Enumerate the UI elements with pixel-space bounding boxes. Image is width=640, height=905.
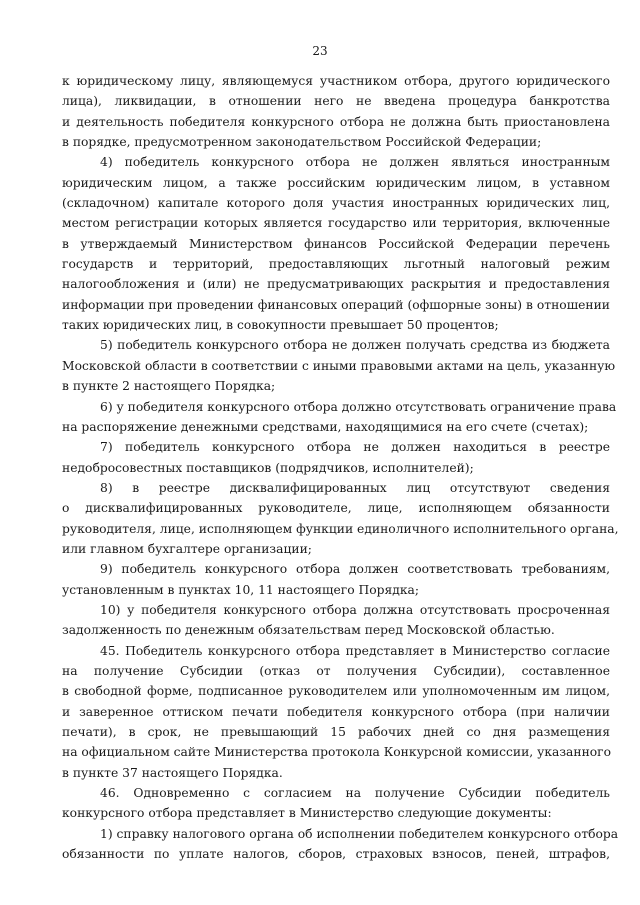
text-line: в порядке, предусмотренном законодательством Российской Федерации; [62, 135, 542, 150]
text-line: Московской области в соответствии с иными правовыми актами на цель, указанную [62, 358, 616, 373]
text-line: на получение Субсидии (отказ от получения Субсидии), составленное [62, 663, 610, 678]
text-line: руководителя, лице, исполняющем функции единоличного исполнительного органа, [62, 521, 619, 536]
text-line: или главном бухгалтере организации; [62, 541, 312, 556]
text-line: 10) у победителя конкурсного отбора должна отсутствовать просроченная [100, 602, 610, 617]
text-line: недобросовестных поставщиков (подрядчиков, исполнителей); [62, 460, 474, 475]
text-line: местом регистрации которых является государство или территория, включенные [62, 216, 610, 231]
text-line: печати), в срок, не превышающий 15 рабочих дней со дня размещения [62, 725, 610, 739]
text-line: 6) у победителя конкурсного отбора должно отсутствовать ограничение права [100, 399, 617, 414]
text-line: на распоряжение денежными средствами, находящимися на его счете (счетах); [62, 419, 589, 434]
paragraph-item-7 [62, 437, 610, 478]
text-line: в свободной форме, подписанное руководителем или уполномоченным им лицом, [62, 684, 610, 699]
text-line: 1) справку налогового органа об исполнении победителем конкурсного отбора [100, 826, 619, 841]
paragraph-item-10 [62, 600, 610, 641]
paragraph-clause-45 [62, 641, 610, 783]
text-line: на официальном сайте Министерства протокола Конкурсной комиссии, указанного [62, 745, 612, 760]
text-line: о дисквалифицированных руководителе, лице, исполняющем обязанности [62, 501, 610, 516]
paragraph-item-4 [62, 152, 610, 335]
text-line: лица), ликвидации, в отношении него не введена процедура банкротства [62, 94, 610, 109]
text-line: к юридическому лицу, являющемуся участником отбора, другого юридического [62, 74, 610, 88]
text-line: 9) победитель конкурсного отбора должен соответствовать требованиям, [100, 562, 610, 577]
text-line: 46. Одновременно с согласием на получение Субсидии победитель [100, 786, 610, 801]
paragraph-item-9 [62, 559, 610, 600]
text-line: в пункте 2 настоящего Порядка; [62, 379, 276, 394]
text-line: (складочном) капитале которого доля участия иностранных юридических лиц, [62, 196, 610, 211]
text-line: 45. Победитель конкурсного отбора представляет в Министерство согласие [100, 643, 610, 658]
text-line: и заверенное оттиском печати победителя конкурсного отбора (при наличии [62, 704, 610, 719]
text-line: 7) победитель конкурсного отбора не должен находиться в реестре [100, 440, 610, 455]
text-line: конкурсного отбора представляет в Министерство следующие документы: [62, 806, 552, 821]
text-line: задолженность по денежным обязательствам перед Московской областью. [62, 623, 555, 638]
text-line: установленным в пунктах 10, 11 настоящего Порядка; [62, 582, 419, 597]
text-line: 5) победитель конкурсного отбора не должен получать средства из бюджета [100, 338, 610, 353]
paragraph-item-8 [62, 478, 619, 559]
text-line: обязанности по уплате налогов, сборов, страховых взносов, пеней, штрафов, [62, 847, 610, 862]
text-line: в пункте 37 настоящего Порядка. [62, 765, 283, 780]
page-number: 23 [312, 44, 328, 58]
paragraph-clause-46 [62, 783, 610, 824]
text-line: юридическим лицом, а также российским юридическим лицом, в уставном [62, 175, 610, 190]
text-line: и деятельность победителя конкурсного отбора не должна быть приостановлена [62, 114, 610, 129]
text-line: в утверждаемый Министерством финансов Российской Федерации перечень [62, 236, 610, 251]
text-line: налогообложения и (или) не предусматривающих раскрытия и предоставления [62, 277, 610, 292]
text-line: 8) в реестре дисквалифицированных лиц отсутствуют сведения [100, 480, 610, 495]
text-line: информации при проведении финансовых операций (офшорные зоны) в отношении [62, 297, 610, 312]
text-line: государств и территорий, предоставляющих льготный налоговый режим [62, 257, 610, 272]
text-line: 4) победитель конкурсного отбора не должен являться иностранным [100, 155, 610, 170]
paragraph-clause-46-item-1 [62, 824, 619, 865]
paragraph-cont-prev [62, 71, 610, 152]
paragraph-item-6 [62, 397, 617, 438]
document-body [62, 71, 619, 864]
paragraph-item-5 [62, 335, 616, 396]
text-line: таких юридических лиц, в совокупности превышает 50 процентов; [62, 318, 499, 333]
